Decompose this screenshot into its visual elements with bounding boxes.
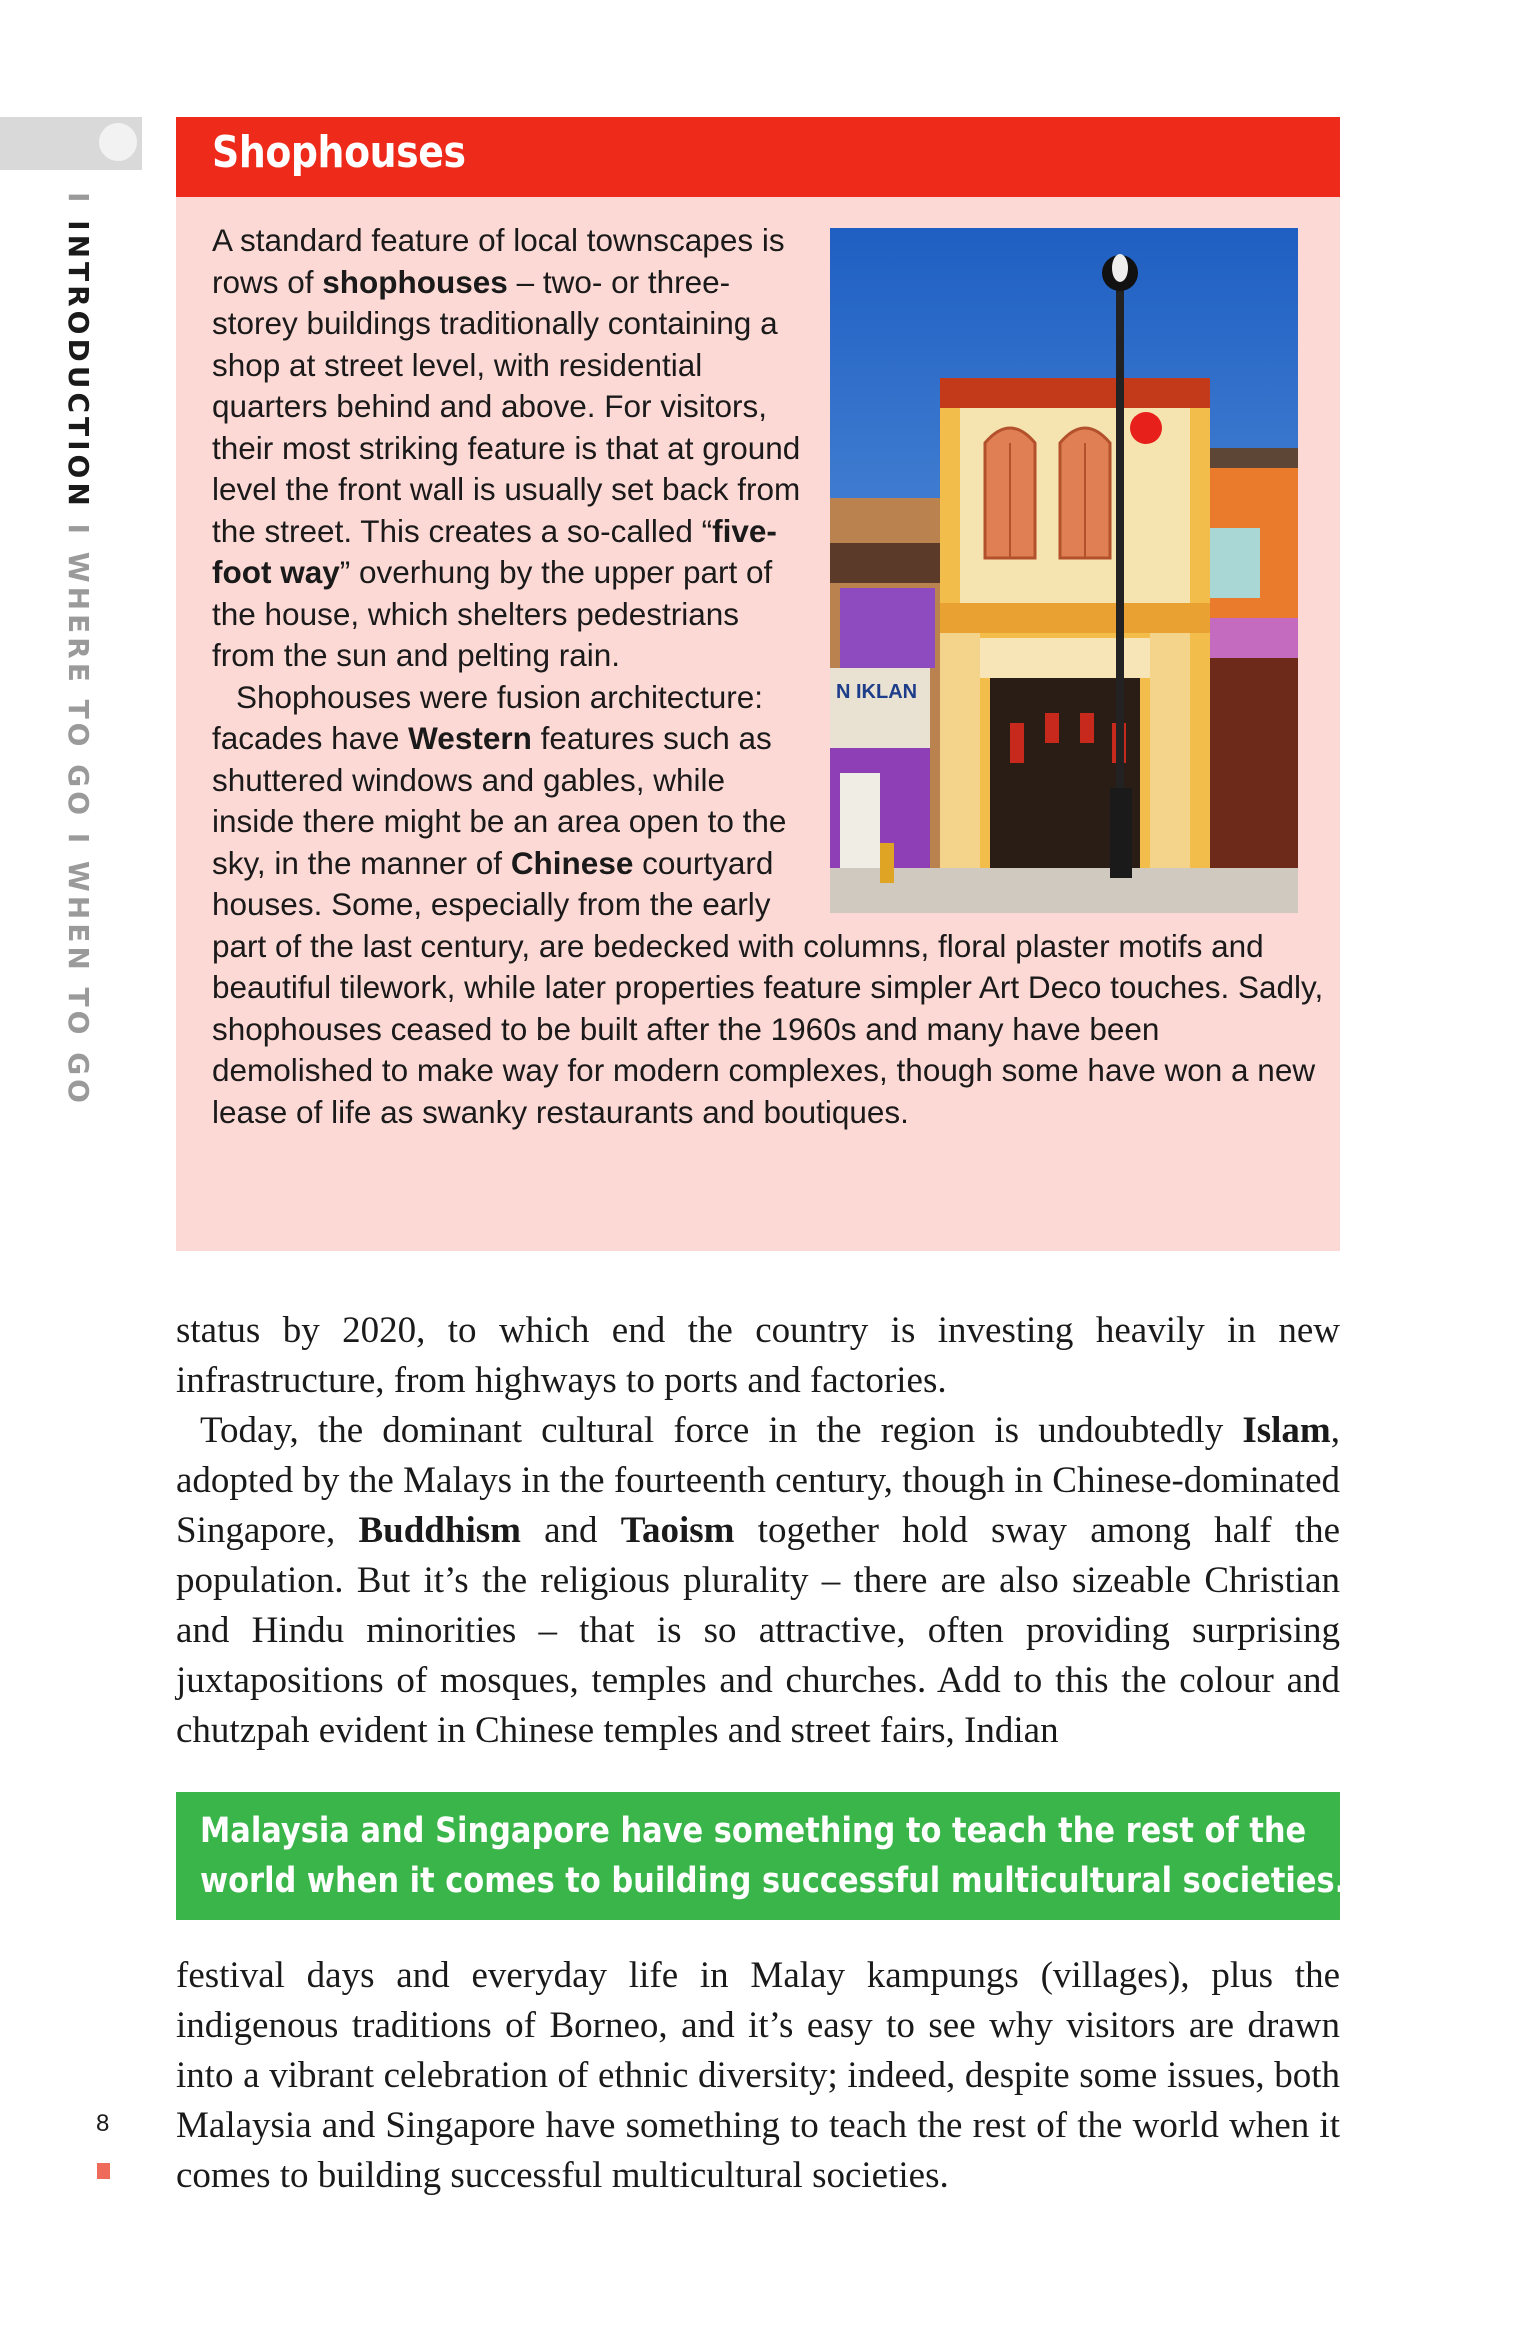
body-paragraph: status by 2020, to which end the country is investing heavily in new infrastructure, from highways to ports and factories. [176,1310,1340,1401]
feature-box-title: Shophouses [212,127,466,178]
body-text-upper [176,1306,1340,1756]
feature-box [176,197,1340,1251]
pull-quote [176,1792,1347,1920]
chapter-nav-separator: I [62,192,95,207]
pull-quote-line-1: Malaysia and Singapore have something to teach the rest of the [200,1811,1307,1851]
chapter-nav [62,192,95,1107]
feature-box-paragraph-1: A standard feature of local townscapes is rows of shophouses – two- or three-storey buildings traditionally containing a shop at street level, with residential quarters behind and above. For visitors, their most striking feature is that at ground level the front wall is usually set back from the street. This creates a so-called “five-foot way” overhung by the upper part of the house, which shelters pedestrians from the sun and pelting rain. [212,222,801,673]
section-tab-circle [95,119,141,165]
chapter-nav-current: INTRODUCTION [62,220,95,510]
photo-sign-text: N IKLAN [836,681,918,703]
feature-box-paragraph-2: Shophouses were fusion architecture: facades have Western features such as shuttered windows and gables, while inside there might be an area open to the sky, in the manner of Chinese courtyard houses. Some, especially from the early part of the last century, are bedecked with columns, floral plaster motifs and beautiful tilework, while later properties feature simpler Art Deco touches. Sadly, shophouses ceased to be built after the 1960s and many have been demolished to make way for modern complexes, though some have won a new lease of life as swanky restaurants and boutiques. [212,678,1324,1130]
body-text-lower [176,1951,1340,2201]
shophouse-photo-illustration [830,228,1298,913]
page-marker [97,2163,110,2179]
feature-box-text [212,220,1328,1133]
pull-quote-line-2: world when it comes to building successful multicultural societies. [200,1861,1347,1901]
chapter-nav-rest: I WHERE TO GO I WHEN TO GO [62,509,95,1107]
body-paragraph: Today, the dominant cultural force in the region is undoubtedly Islam, adopted by the Malays in the fourteenth century, though in Chinese-dominated Singapore, Buddhism and Taoism together hold sway among half the population. But it’s the religious plurality – there are also sizeable Christian and Hindu minorities – that is so attractive, often providing surprising juxtapositions of mosques, temples and churches. Add to this the colour and chutzpah evident in Chinese temples and street fairs, Indian [176,1410,1340,1751]
shophouse-photo [830,228,1298,913]
body-paragraph: festival days and everyday life in Malay kampungs (villages), plus the indigenous traditions of Borneo, and it’s easy to see why visitors are drawn into a vibrant celebration of ethnic diversity; indeed, despite some issues, both Malaysia and Singapore have something to teach the rest of the world when it comes to building successful multicultural societies. [176,1955,1340,2196]
page-number: 8 [96,2110,110,2137]
feature-box-header [176,117,1340,197]
